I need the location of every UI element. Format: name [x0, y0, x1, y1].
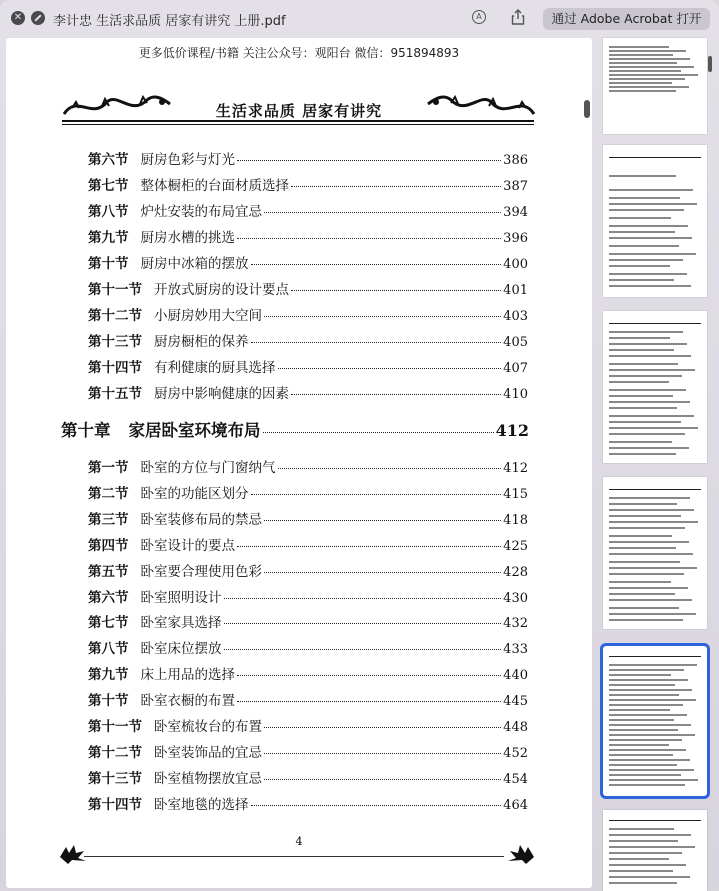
toc-leader: [237, 701, 501, 702]
toc-title: 卧室的功能区划分: [140, 485, 249, 502]
toc-section-row[interactable]: [88, 356, 528, 376]
thumbnail-text-line: [609, 567, 697, 569]
toc-title: 厨房中影响健康的因素: [154, 386, 289, 402]
toc-leader: [291, 186, 501, 187]
toc-section-row[interactable]: [88, 304, 528, 324]
toc-number: 第十五节: [88, 386, 142, 402]
page-thumbnail[interactable]: [603, 145, 707, 297]
thumbnail-text-line: [609, 273, 687, 275]
page-thumbnail[interactable]: [603, 810, 707, 891]
thumbnail-text-line: [609, 719, 674, 721]
toc-page: 445: [503, 694, 528, 710]
thumbnail-text-line: [609, 86, 689, 88]
toc-number: 第八节: [88, 641, 129, 658]
toc-chapter-row[interactable]: [61, 417, 529, 441]
thumbnail-text-line: [609, 573, 684, 575]
toc-title: 床上用品的选择: [140, 667, 235, 684]
thumbnail-text-line: [609, 759, 690, 761]
toc-section-row[interactable]: [88, 482, 528, 502]
thumbnail-text-line: [609, 381, 669, 383]
thumbnail-text-line: [609, 619, 683, 621]
toc-title: 家居卧室环境布局: [128, 421, 261, 440]
toc-leader: [263, 432, 494, 433]
toc-page: 412: [495, 421, 529, 440]
thumbnail-text-line: [609, 593, 675, 595]
toc-page: 401: [503, 283, 528, 298]
toc-leader: [264, 727, 501, 728]
toc-number: 第十三节: [88, 334, 142, 350]
toc-page: 387: [503, 179, 528, 194]
thumbnail-text-line: [609, 245, 679, 247]
thumbnail-text-line: [609, 46, 669, 48]
thumbnail-text-line: [609, 497, 690, 499]
toc-number: 第一节: [88, 460, 129, 476]
page-thumbnail[interactable]: [603, 477, 707, 629]
toc-page: 405: [503, 335, 528, 350]
thumbnail-text-line: [609, 744, 669, 746]
thumbnail-text-line: [609, 509, 694, 511]
toc-leader: [264, 753, 501, 754]
toc-number: 第四节: [88, 537, 129, 554]
toc-section-row[interactable]: [88, 252, 528, 272]
toc-number: 第六节: [88, 152, 129, 168]
toc-section-row[interactable]: [88, 382, 528, 402]
toc-title: 有利健康的厨具选择: [154, 360, 276, 376]
toc-leader: [224, 598, 502, 599]
page-thumbnail[interactable]: [603, 646, 707, 796]
toc-title: 整体橱柜的台面材质选择: [140, 178, 289, 194]
thumbnail-text-line: [609, 858, 669, 860]
toc-section-row[interactable]: [88, 226, 528, 246]
thumbnail-text-line: [609, 764, 677, 766]
toc-section-row[interactable]: [88, 330, 528, 350]
toc-leader: [278, 468, 502, 469]
thumbnail-text-line: [609, 441, 672, 443]
thumbnail-text-line: [609, 415, 694, 417]
thumbnail-text-line: [609, 453, 676, 455]
toc-page: 403: [503, 309, 528, 324]
thumbnail-text-line: [609, 265, 670, 267]
thumbnail-rule: [609, 323, 701, 324]
thumbnail-text-line: [609, 599, 692, 601]
thumbnail-text-line: [609, 729, 678, 731]
thumbnail-text-line: [609, 769, 694, 771]
toc-leader: [278, 368, 502, 369]
toc-section-row[interactable]: [88, 793, 528, 813]
thumbnail-text-line: [609, 395, 673, 397]
thumbnail-text-line: [609, 259, 683, 261]
thumbnail-text-line: [609, 689, 692, 691]
toc-section-row[interactable]: [88, 663, 528, 683]
toc-section-row[interactable]: [88, 767, 528, 787]
toc-number: 第十四节: [88, 360, 142, 376]
toc-title: 卧室地毯的选择: [154, 796, 249, 813]
thumbnail-text-line: [609, 724, 691, 726]
thumbnail-text-line: [609, 834, 691, 836]
toc-section-row[interactable]: [88, 148, 528, 168]
thumbnail-text-line: [609, 50, 686, 52]
toc-leader: [237, 160, 501, 161]
thumbnail-text-line: [609, 882, 677, 884]
toc-section-row[interactable]: [88, 741, 528, 761]
thumbnail-text-line: [609, 203, 697, 205]
header-rule: [62, 124, 534, 125]
thumbnail-text-line: [609, 62, 677, 64]
thumbnail-text-line: [609, 739, 682, 741]
sidebar-toggle-icon[interactable]: [31, 11, 45, 25]
thumbnail-text-line: [609, 669, 684, 671]
thumbnail-text-line: [609, 561, 680, 563]
thumbnail-text-line: [609, 421, 681, 423]
page-scrollbar[interactable]: [584, 100, 590, 118]
thumbnail-text-line: [609, 553, 693, 555]
toc-page: 386: [503, 153, 528, 168]
page-number: 4: [295, 835, 303, 848]
document-title: 李计忠 生活求品质 居家有讲究 上册.pdf: [53, 14, 286, 29]
toc-title: 卧室装修布局的禁忌: [140, 511, 262, 528]
page-thumbnail[interactable]: [603, 311, 707, 463]
thumbnail-text-line: [609, 279, 674, 281]
toc-page: 440: [503, 668, 528, 684]
thumbnail-text-line: [609, 527, 685, 529]
thumbnail-text-line: [609, 674, 671, 676]
toc-page: 418: [503, 512, 528, 528]
thumbnail-text-line: [609, 82, 672, 84]
toc-section-row[interactable]: [88, 560, 528, 580]
toc-section-row[interactable]: [88, 586, 528, 606]
thumbnail-text-line: [609, 253, 696, 255]
toc-page: 400: [503, 257, 528, 272]
toc-title: 卧室家具选择: [140, 615, 222, 632]
thumbnail-text-line: [609, 852, 682, 854]
thumbnail-text-line: [609, 66, 694, 68]
toc-number: 第六节: [88, 589, 129, 606]
toc-title: 卧室梳妆台的布置: [154, 719, 262, 735]
toc-title: 卧室的方位与门窗纳气: [140, 460, 276, 476]
toc-number: 第十一节: [88, 282, 142, 298]
toc-section-row[interactable]: [88, 534, 528, 554]
toc-leader: [264, 520, 501, 521]
page-thumbnail[interactable]: [603, 38, 707, 134]
toc-page: 412: [503, 461, 528, 476]
thumbnail-text-line: [609, 535, 672, 537]
thumbnail-text-line: [609, 197, 680, 199]
toc-title: 卧室植物摆放宜忌: [154, 770, 262, 787]
thumbnail-text-line: [609, 90, 676, 92]
toc-leader: [237, 675, 501, 676]
toc-title: 厨房水槽的挑选: [140, 230, 235, 246]
thumbnail-text-line: [609, 664, 697, 666]
thumbnail-rule: [609, 157, 701, 158]
thumbnail-text-line: [609, 613, 696, 615]
toc-title: 厨房中冰箱的摆放: [140, 256, 249, 272]
toc-title: 小厨房妙用大空间: [154, 308, 262, 324]
thumbnail-text-line: [609, 734, 695, 736]
page-header-title: 生活求品质 居家有讲究: [215, 102, 383, 120]
toc-leader: [237, 238, 501, 239]
thumbnail-text-line: [609, 846, 695, 848]
toc-leader: [224, 623, 502, 624]
thumbnail-text-line: [609, 78, 685, 80]
thumbnail-text-line: [609, 714, 687, 716]
toc-number: 第五节: [88, 563, 129, 580]
toc-page: 407: [503, 361, 528, 376]
thumbnail-text-line: [609, 331, 683, 333]
pdf-page[interactable]: [6, 38, 592, 888]
footer-rule: [84, 856, 504, 857]
header-rule: [62, 120, 534, 122]
toc-page: 396: [503, 231, 528, 246]
toc-section-row[interactable]: [88, 637, 528, 657]
thumbnail-text-line: [609, 285, 691, 287]
thumbnail-text-line: [609, 864, 686, 866]
thumbnail-text-line: [609, 840, 678, 842]
toc-number: 第七节: [88, 178, 129, 194]
toc-leader: [251, 805, 502, 806]
toc-section-row[interactable]: [88, 689, 528, 709]
close-icon[interactable]: ✕: [11, 11, 25, 25]
thumbnail-text-line: [609, 355, 691, 357]
toc-page: 425: [503, 538, 528, 554]
toc-title: 厨房橱柜的保养: [154, 334, 249, 350]
toc-section-row[interactable]: [88, 278, 528, 298]
thumbnail-text-line: [609, 699, 696, 701]
toc-title: 卧室设计的要点: [140, 537, 235, 554]
thumbnail-text-line: [609, 749, 686, 751]
toc-page: 454: [503, 771, 528, 787]
toc-title: 卧室装饰品的宜忌: [154, 744, 262, 761]
thumbnail-text-line: [609, 784, 685, 786]
toc-number: 第十节: [88, 256, 129, 272]
thumbnail-text-line: [609, 217, 671, 219]
thumbnail-text-line: [609, 541, 689, 543]
toc-title: 开放式厨房的设计要点: [154, 282, 289, 298]
thumbnail-text-line: [609, 581, 671, 583]
thumbnail-text-line: [609, 607, 679, 609]
toc-number: 第二节: [88, 485, 129, 502]
toc-title: 炉灶安装的布局宜忌: [140, 204, 262, 220]
thumbnail-text-line: [609, 754, 673, 756]
toc-section-row[interactable]: [88, 715, 528, 735]
thumbnail-text-line: [609, 369, 695, 371]
toc-leader: [264, 316, 501, 317]
toc-section-row[interactable]: [88, 174, 528, 194]
thumbnail-text-line: [609, 363, 678, 365]
thumbnail-text-line: [609, 54, 673, 56]
toc-page: 410: [503, 387, 528, 402]
thumbnail-text-line: [609, 694, 679, 696]
thumbnail-text-line: [609, 337, 670, 339]
toc-number: 第十章: [61, 421, 111, 440]
thumbnail-text-line: [609, 70, 681, 72]
thumbnail-text-line: [609, 58, 690, 60]
toc-section-row[interactable]: [88, 611, 528, 631]
thumbnail-text-line: [609, 704, 683, 706]
open-in-acrobat-button[interactable]: 通过 Adobe Acrobat 打开: [543, 8, 710, 30]
toc-page: 448: [503, 720, 528, 735]
toc-number: 第八节: [88, 204, 129, 220]
toc-page: 452: [503, 745, 528, 761]
toc-section-row[interactable]: [88, 508, 528, 528]
thumbnail-text-line: [609, 709, 670, 711]
thumbnail-sidebar: [594, 38, 719, 891]
toc-page: 433: [503, 642, 528, 658]
toc-title: 卧室照明设计: [140, 589, 222, 606]
thumbnail-rule: [609, 489, 701, 490]
thumbnail-text-line: [609, 231, 675, 233]
toc-number: 第九节: [88, 230, 129, 246]
thumbnail-text-line: [609, 503, 677, 505]
thumbnail-text-line: [609, 447, 689, 449]
sidebar-scrollbar[interactable]: [708, 56, 712, 72]
page-banner: 更多低价课程/书籍 关注公众号：观阳台 微信：951894893: [138, 46, 460, 60]
toc-leader: [264, 212, 501, 213]
toc-leader: [224, 649, 502, 650]
toc-page: 464: [503, 797, 528, 813]
toc-leader: [251, 342, 502, 343]
thumbnail-text-line: [609, 779, 698, 781]
toc-page: 415: [503, 486, 528, 502]
toc-leader: [291, 394, 501, 395]
thumbnail-text-line: [609, 189, 693, 191]
thumbnail-text-line: [609, 427, 698, 429]
thumbnail-text-line: [609, 521, 698, 523]
toc-title: 卧室要合理使用色彩: [140, 563, 262, 580]
toc-number: 第十二节: [88, 308, 142, 324]
toc-leader: [237, 546, 501, 547]
thumbnail-text-line: [609, 237, 692, 239]
thumbnail-text-line: [609, 349, 674, 351]
thumbnail-text-line: [609, 515, 681, 517]
title-bar: [0, 0, 719, 38]
thumbnail-text-line: [609, 828, 674, 830]
toc-title: 卧室床位摆放: [140, 641, 222, 658]
toc-section-row[interactable]: [88, 200, 528, 220]
toc-section-row[interactable]: [88, 456, 528, 476]
thumbnail-rule: [609, 656, 701, 657]
toc-leader: [264, 779, 501, 780]
toc-page: 430: [503, 590, 528, 606]
toc-leader: [291, 290, 501, 291]
toc-title: 卧室衣橱的布置: [140, 693, 235, 710]
thumbnail-text-line: [609, 74, 698, 76]
toc-title: 厨房色彩与灯光: [140, 152, 235, 168]
thumbnail-text-line: [609, 433, 685, 435]
toc-leader: [251, 264, 502, 265]
thumbnail-text-line: [609, 774, 681, 776]
toc-number: 第十节: [88, 693, 129, 710]
thumbnail-text-line: [609, 679, 688, 681]
thumbnail-text-line: [609, 407, 677, 409]
toc-leader: [264, 572, 501, 573]
thumbnail-text-line: [609, 375, 682, 377]
thumbnail-text-line: [609, 587, 688, 589]
thumbnail-text-line: [609, 209, 684, 211]
thumbnail-text-line: [609, 343, 687, 345]
toc-number: 第十三节: [88, 770, 142, 787]
toc-number: 第三节: [88, 511, 129, 528]
toc-page: 428: [503, 564, 528, 580]
toc-page: 394: [503, 205, 528, 220]
thumbnail-rule: [609, 820, 701, 821]
toc-number: 第九节: [88, 667, 129, 684]
thumbnail-text-line: [609, 175, 676, 177]
thumbnail-text-line: [609, 389, 686, 391]
markup-icon[interactable]: A: [472, 10, 486, 24]
toc-number: 第十一节: [88, 719, 142, 735]
thumbnail-text-line: [609, 401, 690, 403]
toc-number: 第十四节: [88, 796, 142, 813]
share-icon[interactable]: [511, 9, 525, 25]
toc-page: 432: [503, 616, 528, 632]
thumbnail-text-line: [609, 870, 673, 872]
toc-leader: [251, 494, 502, 495]
toc-number: 第七节: [88, 615, 129, 632]
toc-number: 第十二节: [88, 744, 142, 761]
thumbnail-text-line: [609, 547, 676, 549]
thumbnail-text-line: [609, 684, 675, 686]
thumbnail-text-line: [609, 876, 690, 878]
thumbnail-text-line: [609, 225, 688, 227]
